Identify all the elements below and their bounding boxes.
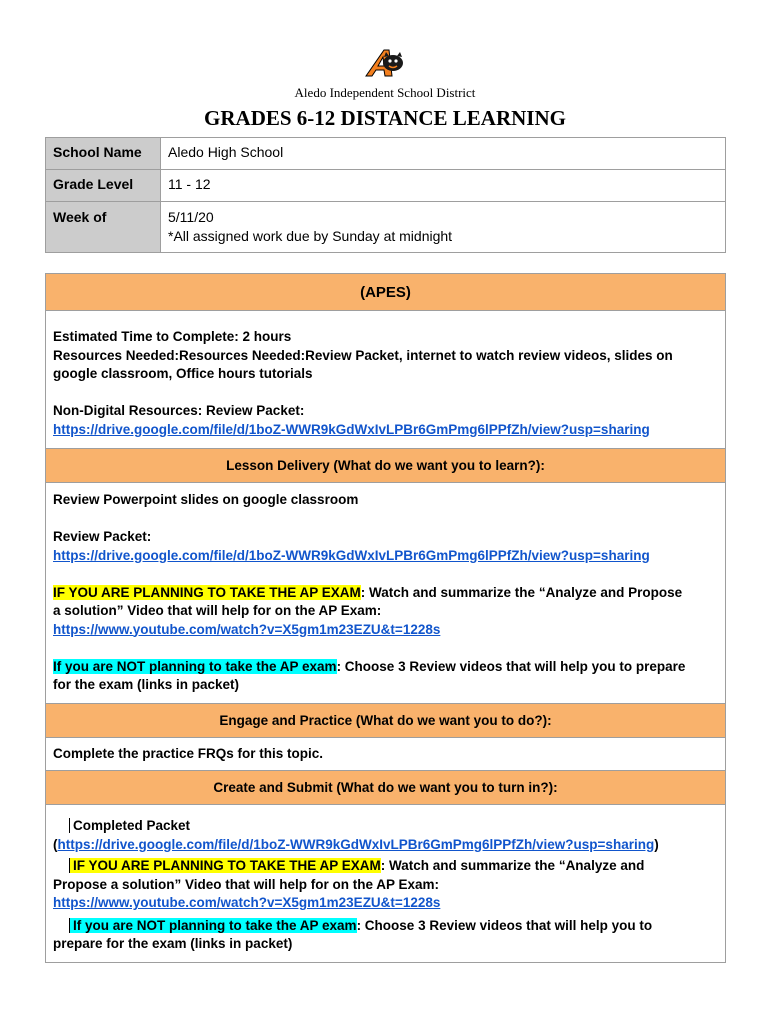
completed-packet: Completed Packet (69, 818, 190, 833)
lesson-plan-table (45, 273, 726, 963)
course-heading: (APES) (46, 274, 726, 311)
school-info-table (45, 137, 726, 253)
non-digital-resources: Non-Digital Resources: Review Packet: (53, 403, 305, 418)
review-packet-link[interactable]: https://drive.google.com/file/d/1boZ-WWR9kGdWxIvLPBr6GmPmg6lPPfZh/view?usp=sharing (53, 547, 650, 563)
page-title: GRADES 6-12 DISTANCE LEARNING (204, 106, 566, 130)
lesson-delivery-heading: Lesson Delivery (What do we want you to learn?): (46, 449, 726, 483)
create-submit-cell (46, 805, 726, 963)
aledo-bearcat-logo (362, 46, 408, 80)
non-ap-text: : Choose 3 Review videos that will help you to prepare (336, 658, 686, 674)
submit-non-ap-highlight: If you are NOT planning to take the AP exam (69, 918, 357, 933)
week-of-cell (161, 202, 726, 253)
engage-practice-heading: Engage and Practice (What do we want you to do?): (46, 703, 726, 737)
estimated-time: Estimated Time to Complete: 2 hours (53, 329, 292, 344)
non-ap-text-2: for the exam (links in packet) (53, 677, 240, 692)
school-name-label: School Name (46, 138, 161, 170)
ap-exam-text-2: a solution” Video that will help for on the AP Exam: (53, 603, 382, 618)
lesson-delivery-cell (46, 483, 726, 704)
packet-link[interactable]: https://drive.google.com/file/d/1boZ-WWR9kGdWxIvLPBr6GmPmg6lPPfZh/view?usp=sharing (53, 421, 650, 437)
submit-youtube-link[interactable]: https://www.youtube.com/watch?v=X5gm1m23EZU&t=1228s (53, 895, 441, 910)
review-packet-label: Review Packet: (53, 529, 152, 544)
overview-cell (46, 311, 726, 449)
ap-exam-highlight: IF YOU ARE PLANNING TO TAKE THE AP EXAM (53, 584, 361, 600)
week-of-date: 5/11/20 (168, 209, 214, 225)
submit-packet-link[interactable]: https://drive.google.com/file/d/1boZ-WWR9kGdWxIvLPBr6GmPmg6lPPfZh/view?usp=sharing (57, 836, 655, 852)
resources-line-2: google classroom, Office hours tutorials (53, 366, 313, 381)
district-name: Aledo Independent School District (294, 85, 476, 100)
youtube-video-link[interactable]: https://www.youtube.com/watch?v=X5gm1m23EZU&t=1228s (53, 621, 441, 637)
non-ap-highlight: If you are NOT planning to take the AP exam (53, 658, 337, 674)
due-note: *All assigned work due by Sunday at midnight (168, 228, 453, 244)
submit-ap-exam-highlight: IF YOU ARE PLANNING TO TAKE THE AP EXAM (69, 858, 381, 873)
engage-practice-text: Complete the practice FRQs for this topic. (53, 745, 324, 761)
ap-exam-text: : Watch and summarize the “Analyze and Propose (360, 584, 683, 600)
grade-level-value: 11 - 12 (161, 170, 726, 202)
submit-non-ap-text: : Choose 3 Review videos that will help you to (356, 917, 653, 933)
submit-non-ap-text-2: prepare for the exam (links in packet) (53, 936, 293, 951)
resources-line-1: Resources Needed:Resources Needed:Review Packet, internet to watch review videos, slides on (53, 347, 673, 363)
school-name-value: Aledo High School (161, 138, 726, 170)
week-of-label: Week of (46, 202, 161, 253)
close-paren: ) (654, 836, 659, 852)
submit-ap-exam-text: : Watch and summarize the “Analyze and (380, 858, 645, 873)
grade-level-label: Grade Level (46, 170, 161, 202)
slides-instruction: Review Powerpoint slides on google classroom (53, 492, 359, 507)
engage-practice-cell (46, 737, 726, 771)
submit-ap-exam-text-2: Propose a solution” Video that will help for on the AP Exam: (53, 876, 440, 892)
open-paren: ( (53, 836, 58, 852)
create-submit-heading: Create and Submit (What do we want you to turn in?): (46, 771, 726, 805)
